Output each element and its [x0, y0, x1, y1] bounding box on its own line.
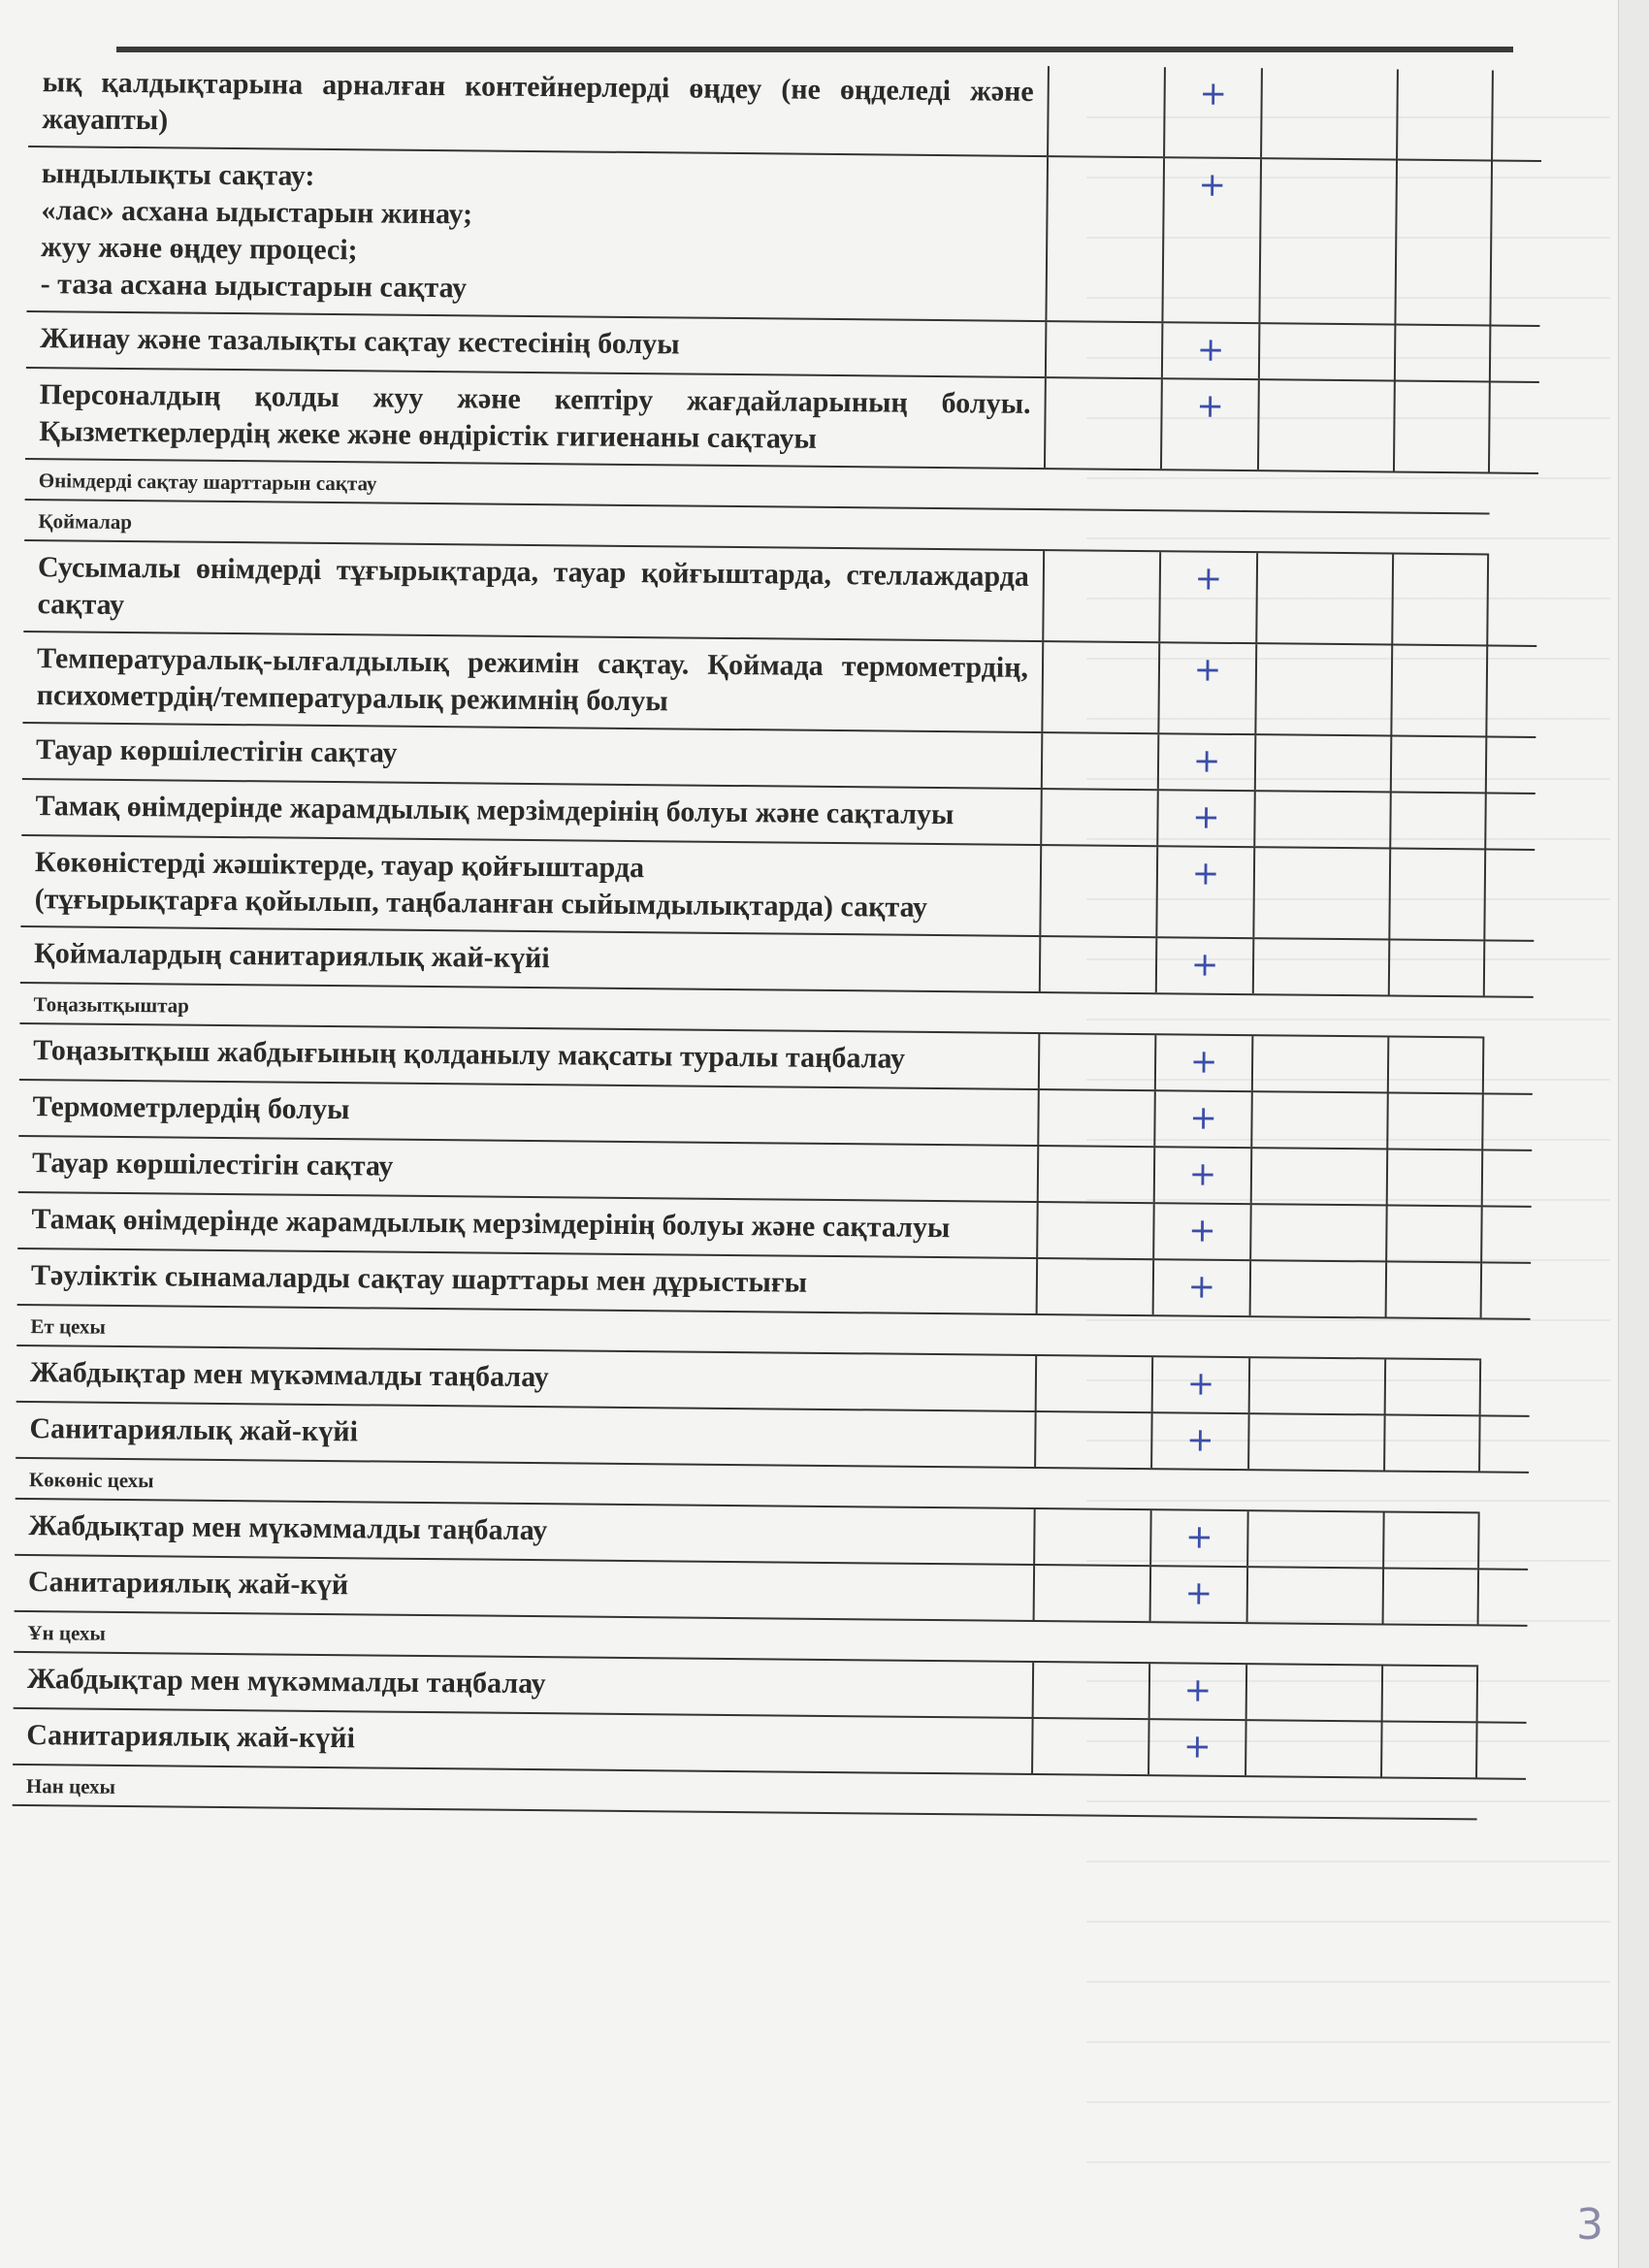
requirement-text: Тәуліктік сынамаларды сақтау шарттары мен дұрыстығы [30, 1259, 808, 1299]
plus-mark: + [1184, 1517, 1213, 1557]
answer-cell-1[interactable] [1047, 66, 1164, 156]
plus-mark: + [1187, 1211, 1216, 1250]
section-title: Тоңазытқыштар [33, 992, 190, 1018]
answer-cell-2[interactable] [1155, 938, 1253, 993]
plus-mark: + [1182, 1727, 1212, 1766]
answer-cell-2[interactable] [1152, 1260, 1250, 1315]
answer-cell-4[interactable] [1394, 161, 1493, 325]
answer-cell-3[interactable] [1252, 939, 1389, 994]
section-title: Өнімдерді сақтау шарттарын сақтау [38, 469, 377, 496]
answer-cell-4[interactable] [1389, 794, 1487, 849]
answer-cell-3[interactable] [1255, 553, 1392, 643]
answer-cell-2[interactable] [1150, 1413, 1248, 1469]
answer-cell-4[interactable] [1385, 1262, 1483, 1317]
checklist-table [13, 56, 1542, 1821]
plus-mark: + [1192, 741, 1221, 781]
answer-cell-1[interactable] [1031, 1719, 1148, 1774]
plus-mark: + [1186, 1364, 1215, 1404]
answer-cell-3[interactable] [1247, 1414, 1384, 1470]
plus-mark: + [1190, 945, 1219, 985]
requirement-text: Персоналдың қолды жуу және кептіру жағдайларының болуы. Қызметкерлердің жеке және өндірістік гигиенаны сақтауы [39, 378, 1031, 455]
table-row [26, 147, 1541, 327]
answer-cell-4[interactable] [1383, 1415, 1481, 1471]
answer-cell-3[interactable] [1254, 644, 1391, 734]
plus-mark: + [1196, 386, 1225, 426]
answer-cell-1[interactable] [1036, 1203, 1153, 1258]
answer-cell-1[interactable] [1040, 790, 1157, 845]
answer-cell-1[interactable] [1032, 1663, 1149, 1718]
table-row [25, 369, 1539, 474]
answer-cell-4[interactable] [1382, 1569, 1480, 1624]
answer-cell-2[interactable] [1153, 1091, 1251, 1147]
answer-cell-1[interactable] [1041, 733, 1158, 789]
answer-cell-3[interactable] [1257, 380, 1394, 470]
plus-mark: + [1198, 165, 1227, 205]
requirement-text: Қоймалардың санитариялық жай-күйі [33, 937, 550, 975]
requirement-text: Сусымалы өнімдерді тұғырықтарда, тауар қойғыштарда, стеллаждарда сақтау [37, 551, 1030, 621]
requirement-text: Санитариялық жай-күй [27, 1566, 349, 1602]
requirement-text: ық қалдықтарына арналған контейнерлерді өңдеу (не өңделеді және жауапты) [42, 66, 1034, 137]
answer-cell-4[interactable] [1380, 1722, 1478, 1777]
answer-cell-4[interactable] [1382, 1512, 1480, 1568]
answer-cell-1[interactable] [1033, 1509, 1150, 1565]
plus-mark: + [1191, 854, 1220, 893]
answer-cell-3[interactable] [1258, 159, 1396, 323]
answer-cell-1[interactable] [1045, 157, 1163, 321]
requirement-text: Тамақ өнімдерінде жарамдылық мерзімдерінің болуы және сақталуы [31, 1203, 951, 1245]
answer-cell-3[interactable] [1258, 324, 1395, 379]
answer-cell-4[interactable] [1384, 1359, 1482, 1414]
answer-cell-3[interactable] [1253, 792, 1390, 847]
answer-cell-3[interactable] [1252, 848, 1389, 938]
section-title: Ет цехы [30, 1314, 107, 1339]
top-rule [116, 47, 1513, 52]
plus-mark: + [1199, 74, 1228, 113]
answer-cell-4[interactable] [1386, 1150, 1484, 1205]
answer-cell-3[interactable] [1251, 1036, 1388, 1091]
requirement-text: Температуралық-ылғалдылық режимін сақтау. Қоймада термометрдің, психометрдің/температуралық режимнің болуы [36, 642, 1029, 718]
answer-cell-4[interactable] [1381, 1666, 1479, 1721]
answer-cell-2[interactable] [1161, 323, 1259, 378]
requirement-text: Көкөністерді жәшіктерде, тауар қойғыштарда (тұғырықтарға қойылып, таңбаланған сыйымдылықтарда) сақтау [34, 846, 928, 923]
requirement-text: Жабдықтар мен мүкәммалды таңбалау [29, 1356, 549, 1394]
requirement-text: ындылықты сақтау: «лас» асхана ыдыстарын жинау; жуу және өңдеу процесі; - таза асхана ыдыстарын сақтау [40, 157, 473, 305]
requirement-text: Тамақ өнімдерінде жарамдылық мерзімдерінің болуы және сақталуы [35, 790, 954, 831]
plus-mark: + [1183, 1670, 1212, 1710]
answer-cell-2[interactable] [1148, 1664, 1246, 1719]
answer-cell-1[interactable] [1037, 1090, 1154, 1146]
answer-cell-2[interactable] [1152, 1204, 1250, 1259]
answer-cell-4[interactable] [1393, 382, 1491, 472]
answer-cell-1[interactable] [1045, 322, 1162, 377]
answer-cell-3[interactable] [1254, 735, 1391, 791]
requirement-text: Термометрлердің болуы [32, 1090, 350, 1126]
answer-cell-2[interactable] [1149, 1510, 1247, 1566]
plus-mark: + [1189, 1098, 1217, 1138]
requirement-text: Жинау және тазалықты сақтау кестесінің болуы [40, 322, 680, 361]
requirement-text: Жабдықтар мен мүкәммалды таңбалау [28, 1509, 548, 1547]
answer-cell-4[interactable] [1386, 1093, 1484, 1149]
answer-cell-4[interactable] [1390, 737, 1488, 793]
answer-cell-2[interactable] [1158, 552, 1256, 642]
requirement-text: Жабдықтар мен мүкәммалды таңбалау [26, 1663, 546, 1701]
section-title: Нан цехы [25, 1774, 116, 1798]
table-row [22, 632, 1536, 738]
table-row [23, 541, 1537, 647]
answer-cell-2[interactable] [1163, 67, 1261, 157]
answer-cell-2[interactable] [1149, 1567, 1247, 1622]
answer-cell-2[interactable] [1151, 1357, 1249, 1412]
answer-cell-1[interactable] [1044, 378, 1161, 469]
requirement-text: Тауар көршілестігін сақтау [31, 1147, 394, 1183]
answer-cell-1[interactable] [1036, 1259, 1153, 1314]
answer-cell-1[interactable] [1035, 1356, 1152, 1411]
plus-mark: + [1189, 1042, 1218, 1082]
section-title: Ұн цехы [27, 1621, 106, 1645]
answer-cell-4[interactable] [1396, 70, 1494, 160]
answer-cell-2[interactable] [1154, 1035, 1252, 1090]
answer-cell-3[interactable] [1250, 1149, 1387, 1204]
section-title: Көкөніс цехы [28, 1468, 154, 1493]
answer-cell-3[interactable] [1248, 1358, 1385, 1413]
plus-mark: + [1187, 1267, 1216, 1307]
page-edge [1618, 0, 1649, 2268]
plus-mark: + [1194, 559, 1223, 599]
requirement-text: Санитариялық жай-күйі [26, 1719, 356, 1755]
answer-cell-1[interactable] [1037, 1147, 1154, 1202]
answer-cell-4[interactable] [1394, 326, 1492, 381]
answer-cell-3[interactable] [1250, 1092, 1387, 1148]
answer-cell-3[interactable] [1245, 1721, 1381, 1776]
plus-mark: + [1184, 1573, 1213, 1613]
answer-cell-2[interactable] [1157, 734, 1255, 790]
plus-mark: + [1192, 797, 1220, 837]
answer-cell-2[interactable] [1155, 847, 1253, 937]
section-title: Қоймалар [38, 509, 133, 535]
answer-cell-3[interactable] [1260, 68, 1397, 158]
answer-cell-3[interactable] [1246, 1511, 1383, 1567]
answer-cell-2[interactable] [1157, 643, 1255, 733]
answer-cell-4[interactable] [1391, 555, 1489, 645]
answer-cell-3[interactable] [1245, 1665, 1382, 1720]
answer-cell-4[interactable] [1388, 849, 1486, 939]
answer-cell-3[interactable] [1246, 1568, 1383, 1623]
requirement-text: Санитариялық жай-күйі [29, 1412, 359, 1448]
answer-cell-1[interactable] [1033, 1566, 1150, 1621]
answer-cell-1[interactable] [1034, 1412, 1151, 1468]
table-row [20, 836, 1535, 942]
answer-cell-3[interactable] [1249, 1261, 1386, 1316]
answer-cell-1[interactable] [1039, 937, 1156, 992]
answer-cell-2[interactable] [1148, 1720, 1245, 1775]
answer-cell-4[interactable] [1385, 1206, 1483, 1261]
answer-cell-3[interactable] [1249, 1205, 1386, 1260]
answer-cell-2[interactable] [1156, 791, 1254, 846]
answer-cell-2[interactable] [1153, 1148, 1251, 1203]
plus-mark: + [1193, 650, 1222, 690]
plus-mark: + [1188, 1154, 1217, 1194]
answer-cell-2[interactable] [1161, 158, 1260, 322]
answer-cell-4[interactable] [1388, 940, 1486, 995]
answer-cell-4[interactable] [1390, 646, 1488, 736]
answer-cell-1[interactable] [1042, 551, 1159, 641]
answer-cell-1[interactable] [1039, 846, 1156, 936]
answer-cell-4[interactable] [1387, 1037, 1485, 1092]
plus-mark: + [1185, 1420, 1214, 1460]
answer-cell-1[interactable] [1041, 642, 1158, 732]
requirement-text: Тоңазытқыш жабдығының қолданылу мақсаты туралы таңбалау [33, 1034, 906, 1075]
page-number: 3 [1576, 2200, 1603, 2250]
answer-cell-2[interactable] [1160, 379, 1258, 470]
answer-cell-1[interactable] [1038, 1034, 1155, 1089]
table-row [28, 56, 1542, 162]
requirement-text: Тауар көршілестігін сақтау [35, 733, 398, 769]
plus-mark: + [1196, 330, 1225, 370]
